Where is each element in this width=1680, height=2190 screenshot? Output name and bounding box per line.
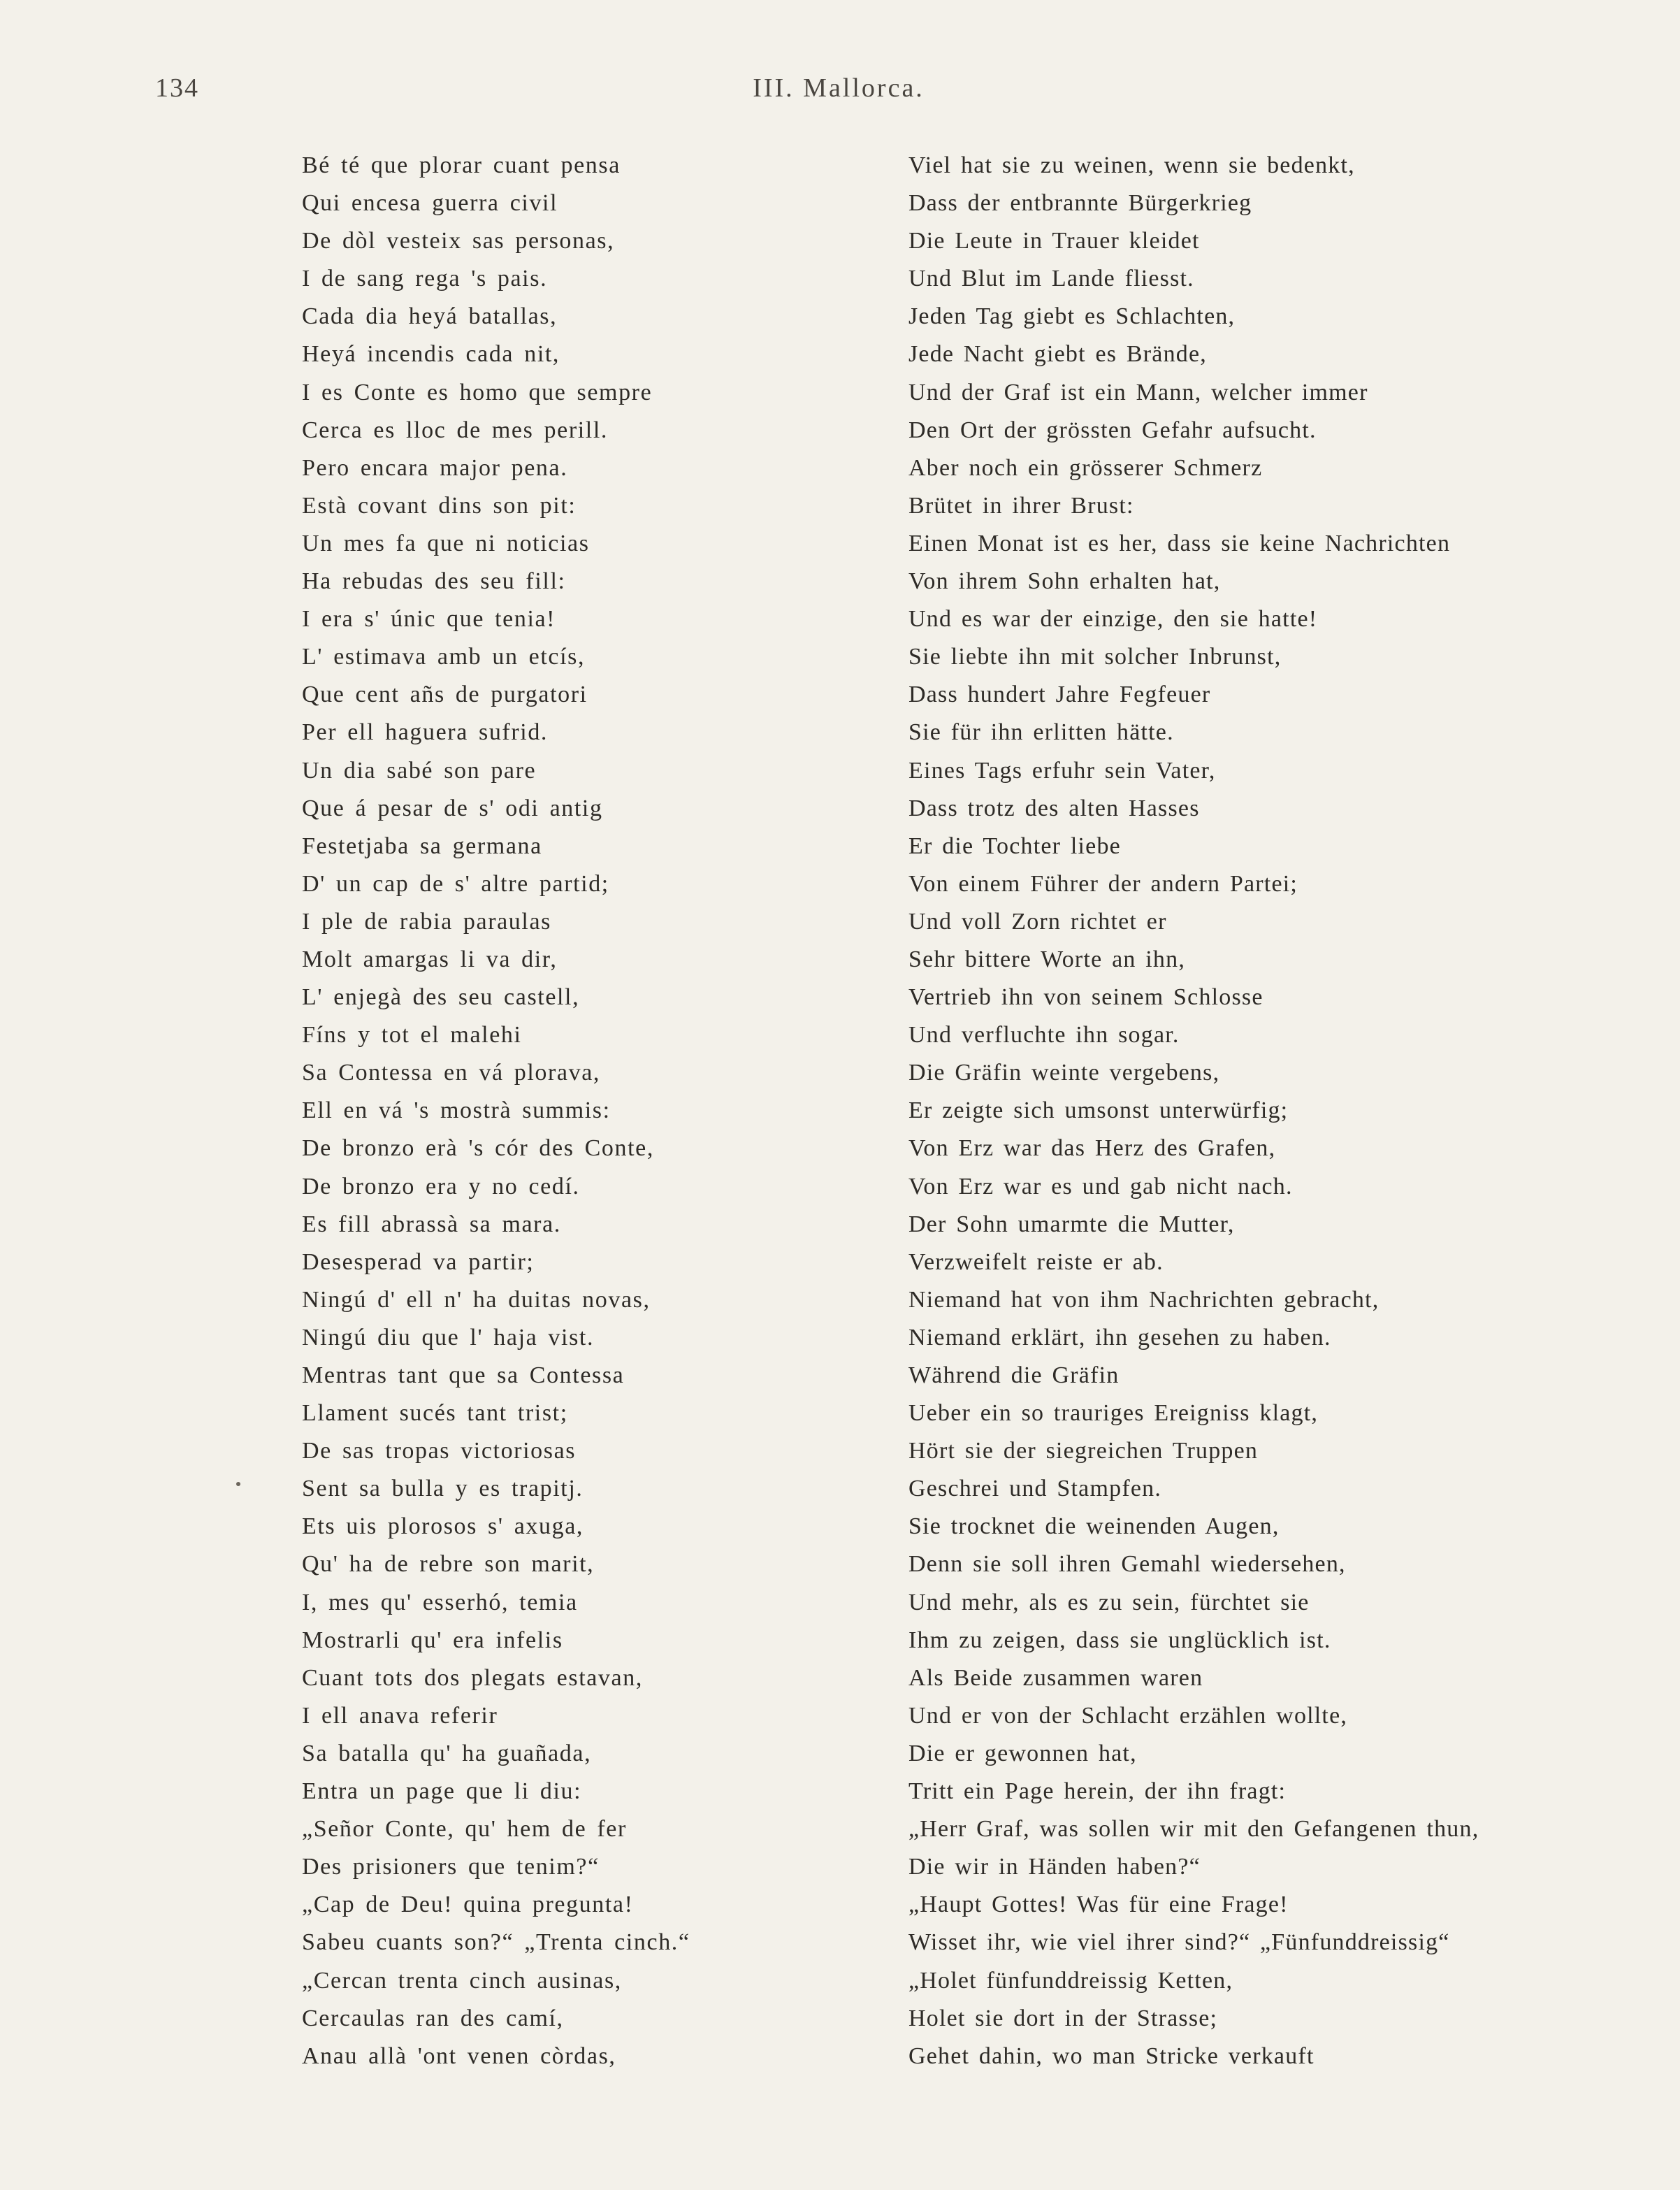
catalan-verse-line: „Cap de Deu! quina pregunta! bbox=[302, 1892, 634, 1918]
catalan-verse-line: Un dia sabé son pare bbox=[302, 757, 537, 784]
catalan-verse-line: Sa Contessa en vá plorava, bbox=[302, 1060, 601, 1086]
catalan-verse-line: Ningú diu que l' haja vist. bbox=[302, 1324, 595, 1350]
catalan-verse-line: Que á pesar de s' odi antig bbox=[302, 795, 603, 821]
german-verse-line: Jeden Tag giebt es Schlachten, bbox=[908, 303, 1236, 330]
german-verse-line: Ueber ein so trauriges Ereigniss klagt, bbox=[908, 1400, 1319, 1427]
german-verse-line: Die wir in Händen haben?“ bbox=[908, 1854, 1201, 1880]
german-verse-line: „Holet fünfunddreissig Ketten, bbox=[908, 1967, 1233, 1994]
catalan-verse-line: Cercaulas ran des camí, bbox=[302, 2005, 564, 2031]
catalan-verse-line: Per ell haguera sufrid. bbox=[302, 719, 549, 746]
catalan-verse-line: I, mes qu' esserhó, temia bbox=[302, 1589, 578, 1615]
catalan-verse-line: Ets uis plorosos s' axuga, bbox=[302, 1513, 584, 1540]
catalan-verse-line: Mentras tant que sa Contessa bbox=[302, 1362, 625, 1388]
catalan-verse-line: Molt amargas li va dir, bbox=[302, 946, 558, 972]
catalan-verse-line: Mostrarli qu' era infelis bbox=[302, 1627, 563, 1653]
german-translation-column bbox=[908, 147, 1572, 2075]
german-verse-line: Die er gewonnen hat, bbox=[908, 1740, 1137, 1766]
german-verse-line: „Haupt Gottes! Was für eine Frage! bbox=[908, 1892, 1289, 1918]
german-verse-line: Einen Monat ist es her, dass sie keine Nachrichten bbox=[908, 530, 1451, 556]
german-verse-line: Dass der entbrannte Bürgerkrieg bbox=[908, 190, 1252, 217]
catalan-verse-line: „Cercan trenta cinch ausinas, bbox=[302, 1967, 622, 1994]
german-verse-line: Sie liebte ihn mit solcher Inbrunst, bbox=[908, 644, 1282, 670]
german-verse-line: Tritt ein Page herein, der ihn fragt: bbox=[908, 1778, 1287, 1805]
german-verse-line: Brütet in ihrer Brust: bbox=[908, 492, 1134, 519]
german-verse-line: Und voll Zorn richtet er bbox=[908, 908, 1167, 935]
catalan-verse-line: I es Conte es homo que sempre bbox=[302, 379, 653, 405]
catalan-verse-line: Està covant dins son pit: bbox=[302, 492, 577, 519]
catalan-verse-line: I era s' únic que tenia! bbox=[302, 606, 556, 633]
catalan-verse-line: Fíns y tot el malehi bbox=[302, 1022, 522, 1049]
german-verse-line: Von Erz war das Herz des Grafen, bbox=[908, 1135, 1276, 1162]
german-verse-line: Dass hundert Jahre Fegfeuer bbox=[908, 682, 1211, 708]
catalan-verse-line: Qu' ha de rebre son marit, bbox=[302, 1551, 595, 1578]
german-verse-line: Die Gräfin weinte vergebens, bbox=[908, 1060, 1220, 1086]
catalan-verse-line: Cada dia heyá batallas, bbox=[302, 303, 558, 330]
running-title: III. Mallorca. bbox=[753, 73, 925, 103]
german-verse-line: Sie trocknet die weinenden Augen, bbox=[908, 1513, 1280, 1540]
catalan-verse-line: Ningú d' ell n' ha duitas novas, bbox=[302, 1286, 651, 1313]
german-verse-line: Verzweifelt reiste er ab. bbox=[908, 1248, 1164, 1275]
german-verse-line: Und mehr, als es zu sein, fürchtet sie bbox=[908, 1589, 1310, 1615]
german-verse-line: Niemand erklärt, ihn gesehen zu haben. bbox=[908, 1324, 1331, 1350]
german-verse-line: Von ihrem Sohn erhalten hat, bbox=[908, 568, 1221, 595]
german-verse-line: Ihm zu zeigen, dass sie unglücklich ist. bbox=[908, 1627, 1331, 1653]
catalan-verse-line: L' estimava amb un etcís, bbox=[302, 644, 586, 670]
german-verse-line: Von Erz war es und gab nicht nach. bbox=[908, 1173, 1293, 1200]
german-verse-line: Vertrieb ihn von seinem Schlosse bbox=[908, 984, 1263, 1011]
catalan-verse-line: Sabeu cuants son?“ „Trenta cinch.“ bbox=[302, 1929, 690, 1956]
catalan-verse-line: Desesperad va partir; bbox=[302, 1248, 535, 1275]
catalan-verse-line: I de sang rega 's pais. bbox=[302, 266, 548, 292]
german-verse-line: Jede Nacht giebt es Brände, bbox=[908, 341, 1207, 368]
catalan-verse-column bbox=[302, 147, 875, 2075]
catalan-verse-line: I ple de rabia paraulas bbox=[302, 908, 551, 935]
ink-speck bbox=[236, 1482, 240, 1486]
catalan-verse-line: Sa batalla qu' ha guañada, bbox=[302, 1740, 592, 1766]
catalan-verse-line: De bronzo era y no cedí. bbox=[302, 1173, 580, 1200]
catalan-verse-line: L' enjegà des seu castell, bbox=[302, 984, 580, 1011]
german-verse-line: Und er von der Schlacht erzählen wollte, bbox=[908, 1702, 1348, 1729]
german-verse-line: Holet sie dort in der Strasse; bbox=[908, 2005, 1218, 2031]
german-verse-line: Sehr bittere Worte an ihn, bbox=[908, 946, 1186, 972]
german-verse-line: Viel hat sie zu weinen, wenn sie bedenkt, bbox=[908, 152, 1355, 178]
catalan-verse-line: Bé té que plorar cuant pensa bbox=[302, 152, 621, 178]
catalan-verse-line: „Señor Conte, qu' hem de fer bbox=[302, 1816, 627, 1843]
german-verse-line: Die Leute in Trauer kleidet bbox=[908, 228, 1200, 254]
catalan-verse-line: Qui encesa guerra civil bbox=[302, 190, 558, 217]
catalan-verse-line: Que cent añs de purgatori bbox=[302, 682, 588, 708]
catalan-verse-line: Un mes fa que ni noticias bbox=[302, 530, 590, 556]
german-verse-line: Gehet dahin, wo man Stricke verkauft bbox=[908, 2043, 1315, 2069]
catalan-verse-line: Es fill abrassà sa mara. bbox=[302, 1211, 561, 1237]
catalan-verse-line: Llament sucés tant trist; bbox=[302, 1400, 568, 1427]
german-verse-line: Hört sie der siegreichen Truppen bbox=[908, 1438, 1259, 1464]
german-verse-line: Als Beide zusammen waren bbox=[908, 1664, 1203, 1691]
german-verse-line: Von einem Führer der andern Partei; bbox=[908, 870, 1298, 897]
german-verse-line: Dass trotz des alten Hasses bbox=[908, 795, 1200, 821]
catalan-verse-line: Entra un page que li diu: bbox=[302, 1778, 582, 1805]
german-verse-line: Sie für ihn erlitten hätte. bbox=[908, 719, 1174, 746]
catalan-verse-line: D' un cap de s' altre partid; bbox=[302, 870, 609, 897]
catalan-verse-line: Des prisioners que tenim?“ bbox=[302, 1854, 600, 1880]
catalan-verse-line: Ha rebudas des seu fill: bbox=[302, 568, 566, 595]
catalan-verse-line: Cerca es lloc de mes perill. bbox=[302, 417, 608, 443]
german-verse-line: Eines Tags erfuhr sein Vater, bbox=[908, 757, 1216, 784]
catalan-verse-line: De sas tropas victoriosas bbox=[302, 1438, 577, 1464]
catalan-verse-line: I ell anava referir bbox=[302, 1702, 498, 1729]
catalan-verse-line: De bronzo erà 's cór des Conte, bbox=[302, 1135, 654, 1162]
catalan-verse-line: Pero encara major pena. bbox=[302, 454, 568, 481]
page-number: 134 bbox=[155, 73, 199, 103]
german-verse-line: Während die Gräfin bbox=[908, 1362, 1120, 1388]
german-verse-line: Und der Graf ist ein Mann, welcher immer bbox=[908, 379, 1368, 405]
german-verse-line: Der Sohn umarmte die Mutter, bbox=[908, 1211, 1235, 1237]
german-verse-line: „Herr Graf, was sollen wir mit den Gefangenen thun, bbox=[908, 1816, 1479, 1843]
catalan-verse-line: Heyá incendis cada nit, bbox=[302, 341, 560, 368]
german-verse-line: Den Ort der grössten Gefahr aufsucht. bbox=[908, 417, 1317, 443]
german-verse-line: Aber noch ein grösserer Schmerz bbox=[908, 454, 1263, 481]
german-verse-line: Er zeigte sich umsonst unterwürfig; bbox=[908, 1097, 1289, 1124]
catalan-verse-line: Cuant tots dos plegats estavan, bbox=[302, 1664, 643, 1691]
german-verse-line: Und verfluchte ihn sogar. bbox=[908, 1022, 1180, 1049]
german-verse-line: Wisset ihr, wie viel ihrer sind?“ „Fünfunddreissig“ bbox=[908, 1929, 1450, 1956]
german-verse-line: Und Blut im Lande fliesst. bbox=[908, 266, 1194, 292]
german-verse-line: Und es war der einzige, den sie hatte! bbox=[908, 606, 1318, 633]
catalan-verse-line: Anau allà 'ont venen còrdas, bbox=[302, 2043, 616, 2069]
german-verse-line: Er die Tochter liebe bbox=[908, 833, 1121, 859]
catalan-verse-line: Sent sa bulla y es trapitj. bbox=[302, 1476, 584, 1502]
german-verse-line: Niemand hat von ihm Nachrichten gebracht, bbox=[908, 1286, 1380, 1313]
catalan-verse-line: De dòl vesteix sas personas, bbox=[302, 228, 615, 254]
german-verse-line: Denn sie soll ihren Gemahl wiedersehen, bbox=[908, 1551, 1346, 1578]
german-verse-line: Geschrei und Stampfen. bbox=[908, 1476, 1162, 1502]
catalan-verse-line: Festetjaba sa germana bbox=[302, 833, 542, 859]
catalan-verse-line: Ell en vá 's mostrà summis: bbox=[302, 1097, 611, 1124]
